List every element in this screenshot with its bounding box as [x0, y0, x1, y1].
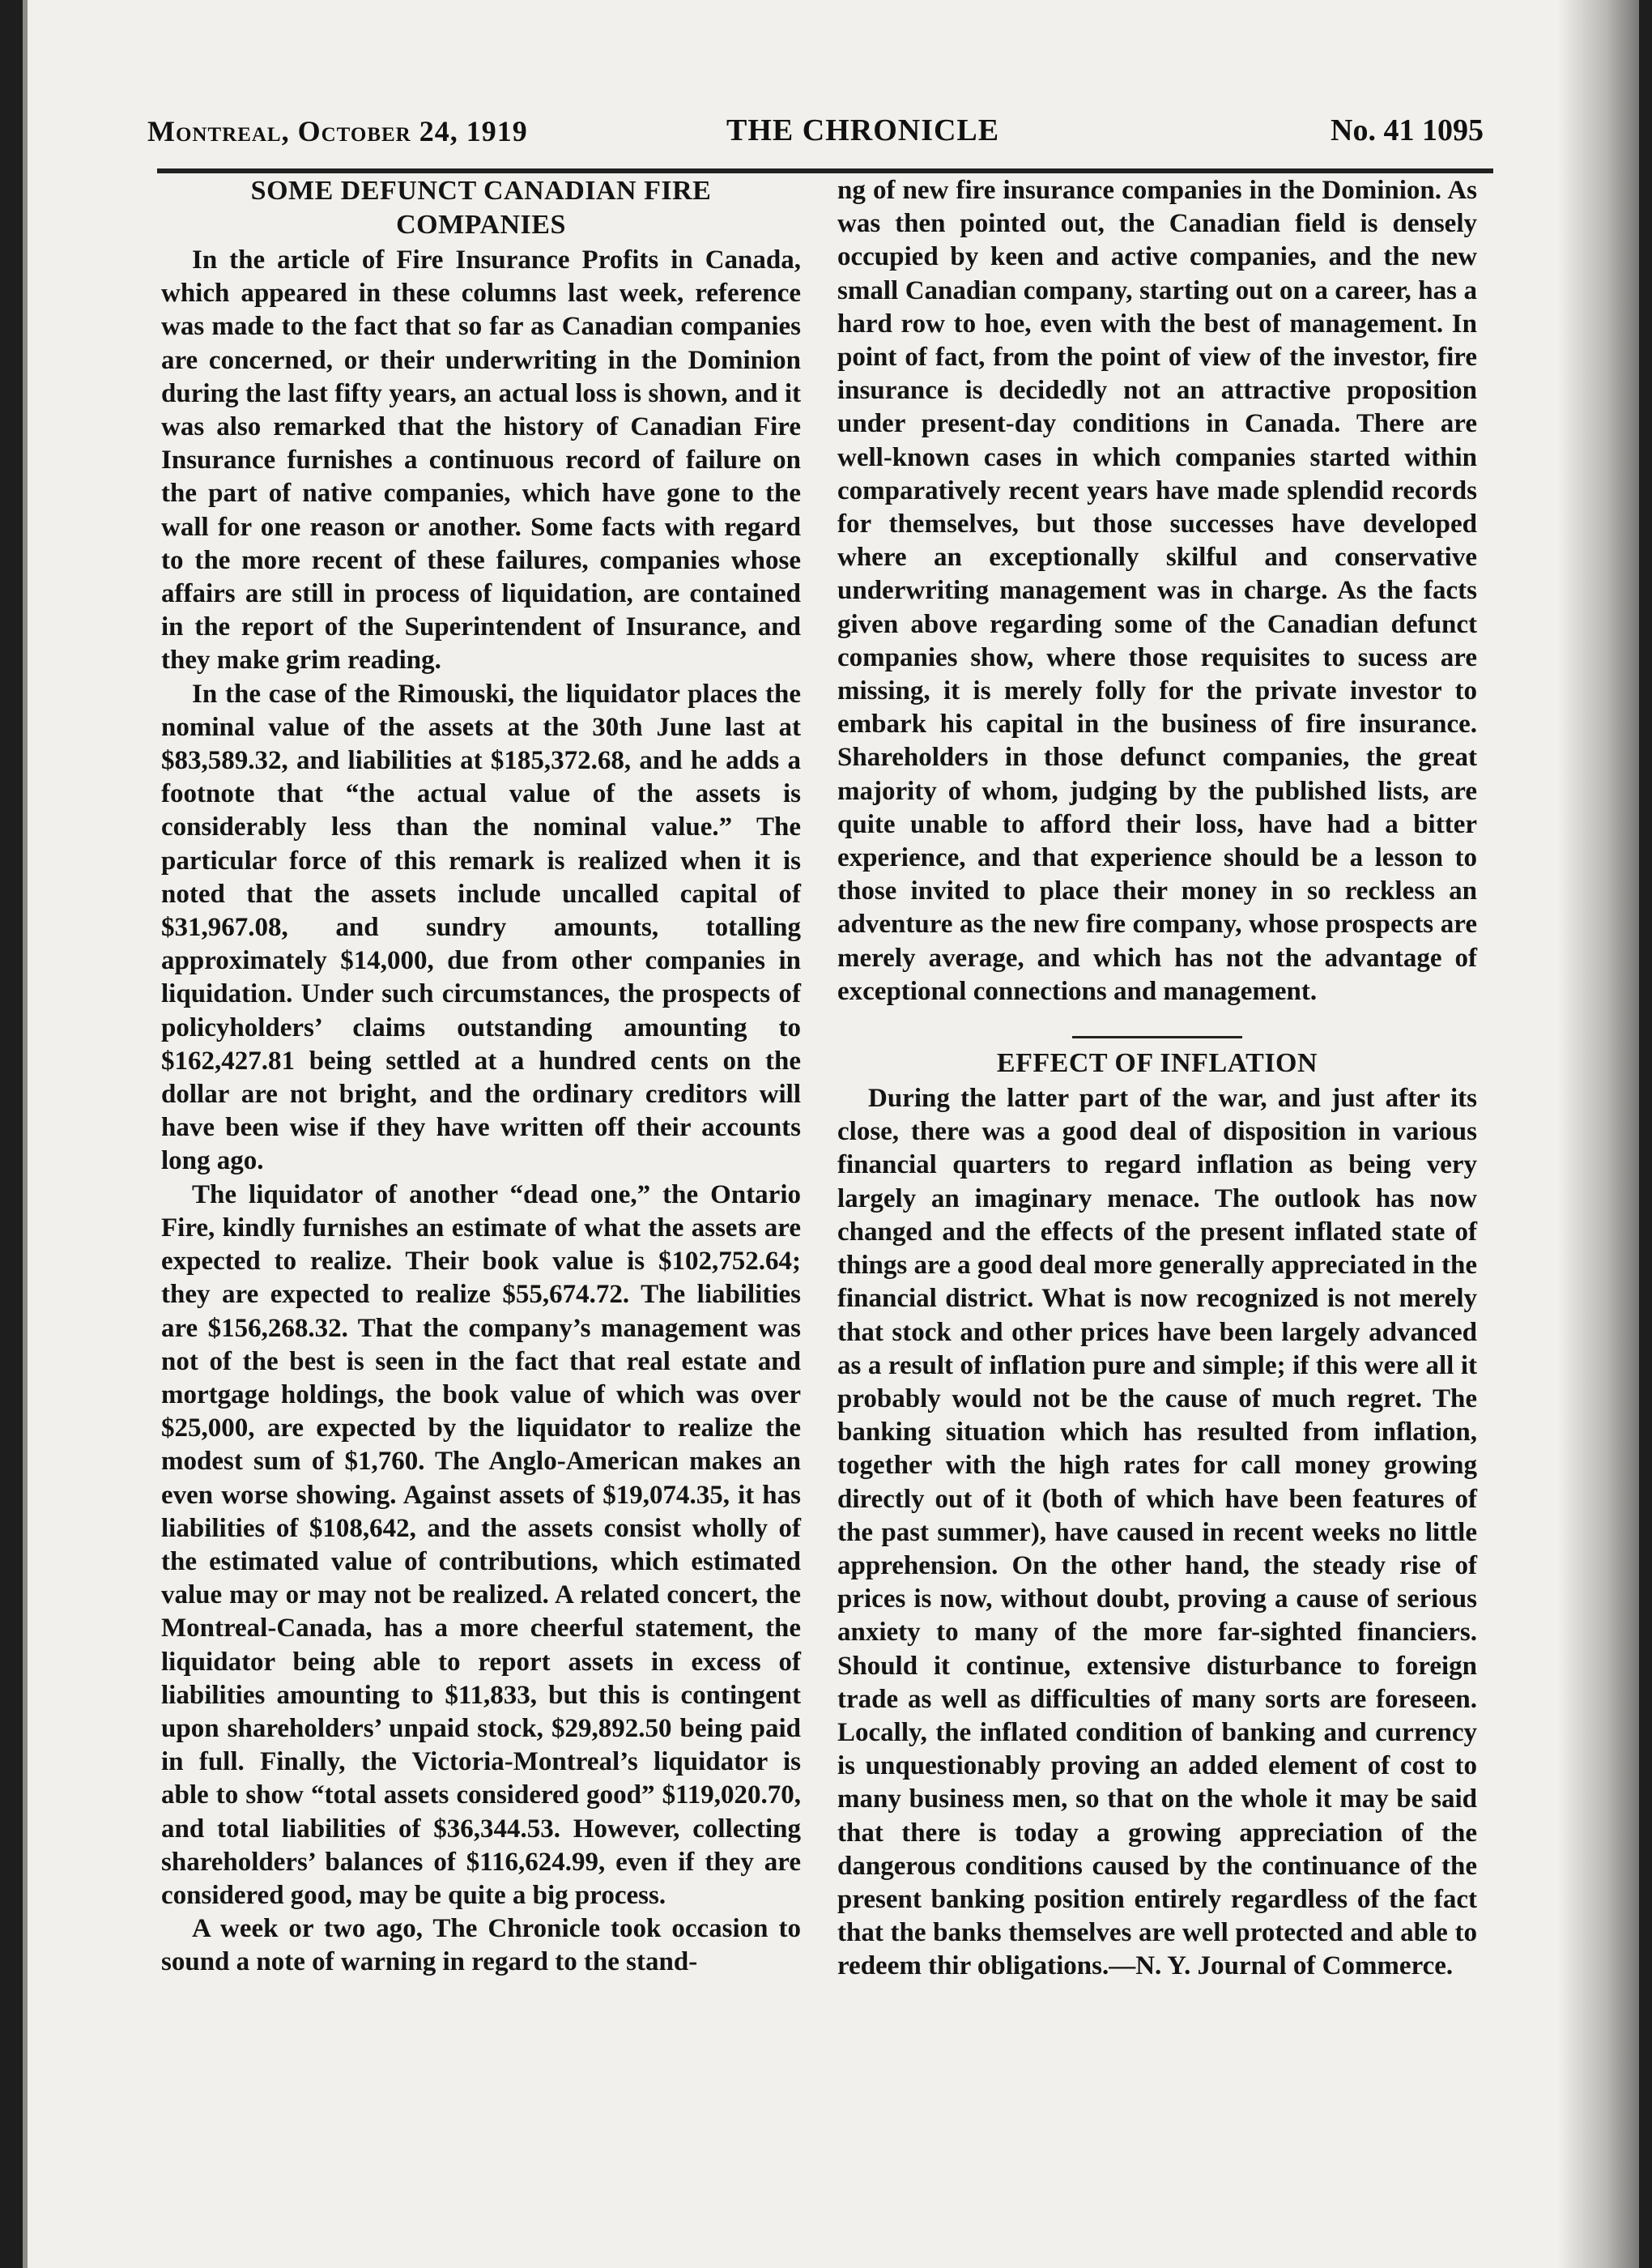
article1-paragraph-4-continued: ng of new fire insurance companies in the Dominion. As was then pointed out, the Canadian field is densely occupied by keen and active companies, and the new small Canadian company, starting out on a career, has a hard row to hoe, even with the best of management. In point of fact, from the point of view of the investor, fire insurance is decidedly not an attractive proposition under present-day conditions in Canada. There are well-known cases in which companies started within comparatively recent years have made splendid records for themselves, but those successes have developed where an exceptionally skilful and conservative underwriting management was in charge. As the facts given above regarding some of the Canadian defunct companies show, where those requisites to sucess are missing, it is merely folly for the private investor to embark his capital in the business of fire insurance. Shareholders in those defunct companies, the great majority of whom, judging by the published lists, are quite unable to afford their loss, have had a bitter experience, and that experience should be a lesson to those invited to place their money in so reckless an adventure as the new fire company, whose prospects are merely average, and which has not the advantage of exceptional connections and management. [837, 176, 1477, 1006]
header-publication-title: THE CHRONICLE [726, 113, 1000, 147]
article1-paragraph-4: A week or two ago, The Chronicle took occasion to sound a note of warning in regard to the stand- [161, 1914, 801, 1977]
article1-paragraph-2: In the case of the Rimouski, the liquidator places the nominal value of the assets at the 30th June last at $83,589.32, and liabilities at $185,372.68, and he adds a footnote that “the actual value of the assets is considerably less than the nominal value.” The particular force of this remark is realized when it is noted that the assets include uncalled capital of $31,967.08, and sundry amounts, totalling approximately $14,000, due from other companies in liquidation. Under such circumstances, the prospects of policyholders’ claims outstanding amounting to $162,427.81 being settled at a hundred cents on the dollar are not bright, and the ordinary creditors will have been wise if they have written off their accounts long ago. [161, 679, 801, 1176]
column-left [161, 174, 801, 1980]
article-title-defunct-companies: SOME DEFUNCT CANADIAN FIRE COMPANIES [250, 176, 712, 240]
page-edge-shadow [1558, 0, 1639, 2268]
header-dateline: Montreal, October 24, 1919 [147, 115, 528, 147]
article2-paragraph-1: During the latter part of the war, and just after its close, there was a good deal of disposition in various financial quarters to regard inflation as being very largely an imaginary menace. The outlook has now changed and the effects of the present inflated state of things are a good deal more generally appreciated in the financial district. What is now recognized is not merely that stock and other prices have been largely advanced as a result of inflation pure and simple; if this were all it probably would not be the cause of much regret. The banking situation which has resulted from inflation, together with the high rates for call money growing directly out of it (both of which have been features of the past summer), have caused in recent weeks no little apprehension. On the other hand, the steady rise of prices is now, without doubt, proving a cause of serious anxiety to many of the more far-sighted financiers. Should it continue, extensive disturbance to foreign trade as well as difficulties of many sorts are foreseen. Locally, the inflated condition of banking and currency is unquestionably proving an added element of cost to many business men, so that on the whole it may be said that there is today a growing appreciation of the dangerous conditions caused by the continuance of the present banking position entirely regardless of the fact that the banks themselves are well protected and able to redeem thir obligations.—N. Y. Journal of Commerce. [837, 1084, 1477, 1981]
newspaper-page [23, 0, 1639, 2268]
column-right [837, 174, 1477, 1984]
article-title-effect-of-inflation: EFFECT OF INFLATION [996, 1048, 1318, 1079]
header-rule [157, 168, 1493, 173]
page-header [147, 109, 1484, 158]
article1-paragraph-1: In the article of Fire Insurance Profits in Canada, which appeared in these columns last week, reference was made to the fact that so far as Canadian companies are concerned, or their underwriting in the Dominion during the last fifty years, an actual loss is shown, and it was also remarked that the history of Canadian Fire Insurance furnishes a continuous record of failure on the part of native companies, which have gone to the wall for one reason or another. Some facts with regard to the more recent of these failures, companies whose affairs are still in process of liquidation, are contained in the report of the Superintendent of Insurance, and they make grim reading. [161, 245, 801, 676]
article1-paragraph-3: The liquidator of another “dead one,” the Ontario Fire, kindly furnishes an estimate of what the assets are expected to realize. Their book value is $102,752.64; they are expected to realize $55,674.72. The liabilities are $156,268.32. That the company’s management was not of the best is seen in the fact that real estate and mortgage holdings, the book value of which was over $25,000, are expected by the liquidator to realize the modest sum of $1,760. The Anglo-American makes an even worse showing. Against assets of $19,074.35, it has liabilities of $108,642, and the assets consist wholly of the estimated value of contributions, which estimated value may or may not be realized. A related concert, the Montreal-Canada, has a more cheerful statement, the liquidator being able to report assets in excess of liabilities amounting to $11,833, but this is contingent upon shareholders’ unpaid stock, $29,892.50 being paid in full. Finally, the Victoria-Montreal’s liquidator is able to show “total assets considered good” $119,020.70, and total liabilities of $36,344.53. However, collecting shareholders’ balances of $116,624.99, even if they are considered good, may be quite a big process. [161, 1179, 801, 1910]
header-page-number: No. 41 1095 [1331, 113, 1484, 147]
section-divider [1072, 1036, 1242, 1038]
